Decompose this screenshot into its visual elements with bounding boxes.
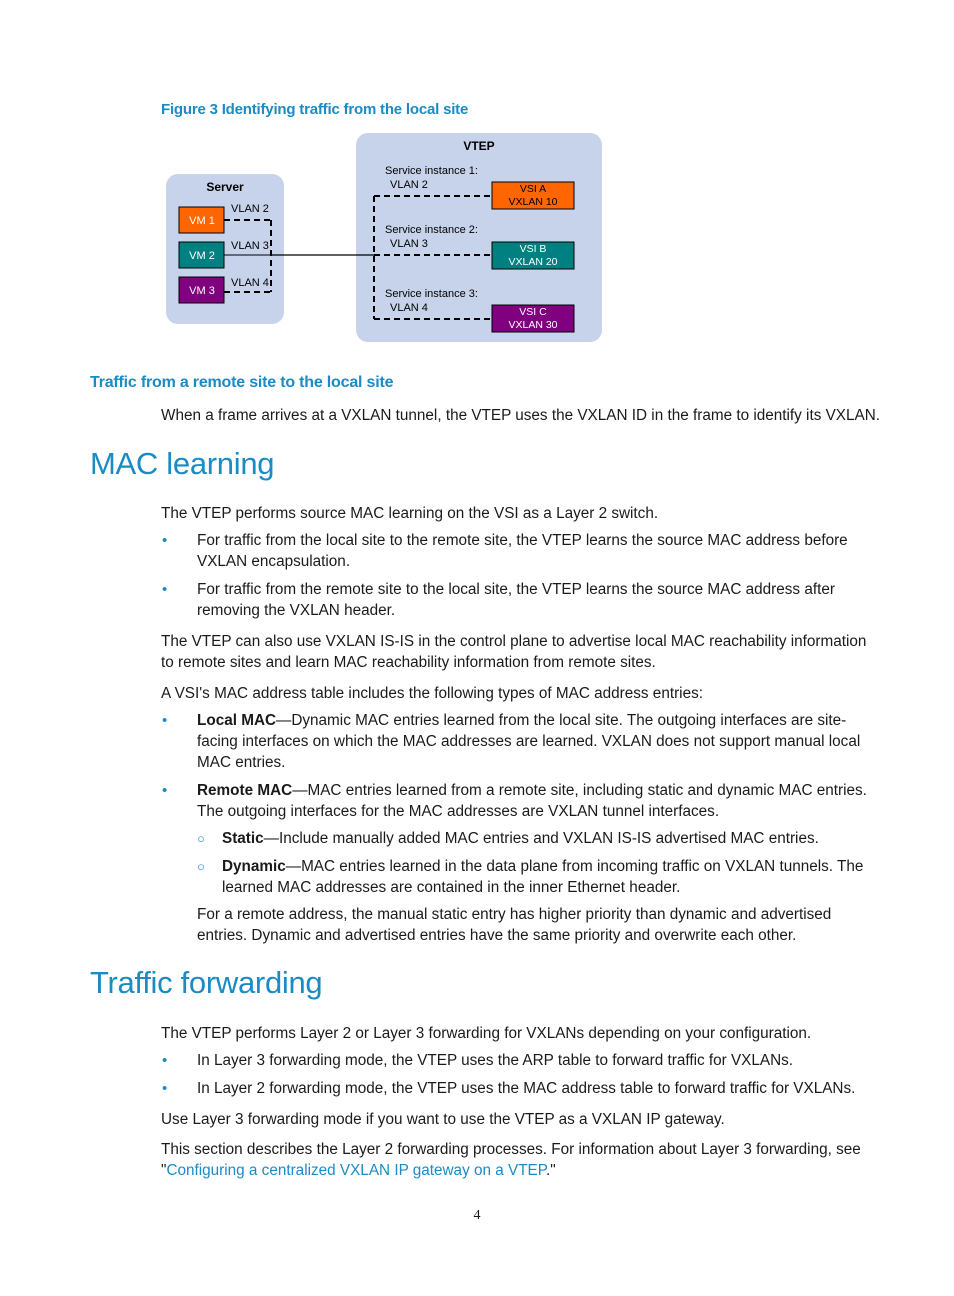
local-mac-text: —Dynamic MAC entries learned from the local site. The outgoing interfaces are site-facing interfaces on which the MAC addresses are learned. VXLAN does not support manual local MAC entries.: [197, 712, 861, 771]
mac-learning-heading: MAC learning: [90, 446, 275, 481]
instance3-name: Service instance 3:: [385, 288, 478, 300]
bullet-dot: •: [162, 782, 168, 799]
instance2-vlan: VLAN 3: [390, 238, 428, 250]
forwarding-bullet-1: In Layer 3 forwarding mode, the VTEP uses the ARP table to forward traffic for VXLANs.: [197, 1052, 794, 1069]
local-mac-item: [197, 710, 867, 773]
vsi-c-vxlan: VXLAN 30: [508, 319, 558, 331]
vm1-label: VM 1: [189, 215, 215, 227]
dynamic-term: Dynamic: [222, 858, 286, 875]
vsi-a-label: VSI A: [519, 183, 547, 195]
instance1-vlan: VLAN 2: [390, 179, 428, 191]
vtep-title: VTEP: [463, 139, 495, 153]
vm1-vlan: VLAN 2: [231, 203, 269, 215]
local-mac-term: Local MAC: [197, 712, 277, 729]
static-item: [222, 828, 867, 849]
vsi-b-label: VSI B: [519, 243, 547, 255]
remote-site-heading: Traffic from a remote site to the local site: [90, 374, 394, 391]
dynamic-text: —MAC entries learned in the data plane from incoming traffic on VXLAN tunnels. The learned MAC addresses are contained in the inner Ethernet header.: [222, 858, 864, 896]
bullet-dot: •: [162, 712, 168, 729]
sub-bullet-circle: ○: [197, 859, 205, 874]
bullet-dot: •: [162, 1080, 168, 1097]
mac-bullet-1: For traffic from the local site to the remote site, the VTEP learns the source MAC address before VXLAN encapsulation.: [197, 532, 848, 570]
bullet-dot: •: [162, 581, 168, 598]
vm3-vlan: VLAN 4: [231, 277, 269, 289]
sub-bullet-circle: ○: [197, 831, 205, 846]
static-term: Static: [222, 830, 264, 847]
vsi-b-vxlan: VXLAN 20: [508, 256, 558, 268]
mac-paragraph-2: The VTEP can also use VXLAN IS-IS in the control plane to advertise local MAC reachability information to remote sites and learn MAC reachability information from remote sites.: [161, 633, 867, 671]
bullet-dot: •: [162, 532, 168, 549]
vm2-label: VM 2: [189, 250, 215, 262]
priority-paragraph: For a remote address, the manual static entry has higher priority than dynamic and advertised entries. Dynamic and advertised entries have the same priority and overwrite each other.: [197, 906, 832, 944]
forwarding-paragraph-2: Use Layer 3 forwarding mode if you want to use the VTEP as a VXLAN IP gateway.: [161, 1111, 725, 1128]
server-title: Server: [206, 180, 244, 194]
centralized-gateway-link[interactable]: Configuring a centralized VXLAN IP gateway on a VTEP: [166, 1162, 546, 1179]
traffic-forwarding-heading: Traffic forwarding: [90, 965, 323, 1000]
vm3-label: VM 3: [189, 285, 215, 297]
vxlan-identification-diagram: [0, 0, 954, 360]
remote-mac-text: —MAC entries learned from a remote site, including static and dynamic MAC entries. The outgoing interfaces for the MAC addresses are VXLAN tunnel interfaces.: [197, 782, 867, 820]
page-number: 4: [473, 1208, 481, 1223]
dynamic-item: [222, 856, 867, 898]
remote-mac-item: [197, 780, 867, 822]
vsi-c-label: VSI C: [519, 306, 547, 318]
mac-intro: The VTEP performs source MAC learning on the VSI as a Layer 2 switch.: [161, 505, 659, 522]
forwarding-paragraph-3: [161, 1139, 867, 1181]
remote-mac-term: Remote MAC: [197, 782, 293, 799]
forwarding-p3-pre: This section describes the Layer 2 forwarding processes. For information about Layer 3 forwarding, see ": [161, 1141, 861, 1179]
mac-bullet-2: For traffic from the remote site to the local site, the VTEP learns the source MAC address after removing the VXLAN header.: [197, 581, 835, 619]
remote-site-paragraph: When a frame arrives at a VXLAN tunnel, the VTEP uses the VXLAN ID in the frame to identify its VXLAN.: [161, 407, 881, 424]
forwarding-bullet-2: In Layer 2 forwarding mode, the VTEP uses the MAC address table to forward traffic for VXLANs.: [197, 1080, 856, 1097]
instance3-vlan: VLAN 4: [390, 302, 428, 314]
instance1-name: Service instance 1:: [385, 165, 478, 177]
vm2-vlan: VLAN 3: [231, 240, 269, 252]
vsi-a-vxlan: VXLAN 10: [508, 196, 558, 208]
bullet-dot: •: [162, 1052, 168, 1069]
forwarding-intro: The VTEP performs Layer 2 or Layer 3 forwarding for VXLANs depending on your configuration.: [161, 1025, 812, 1042]
mac-paragraph-3: A VSI's MAC address table includes the following types of MAC address entries:: [161, 685, 703, 702]
static-text: —Include manually added MAC entries and VXLAN IS-IS advertised MAC entries.: [263, 830, 819, 847]
forwarding-p3-post: .": [545, 1162, 556, 1179]
figure-caption: Figure 3 Identifying traffic from the local site: [161, 101, 469, 118]
instance2-name: Service instance 2:: [385, 224, 478, 236]
